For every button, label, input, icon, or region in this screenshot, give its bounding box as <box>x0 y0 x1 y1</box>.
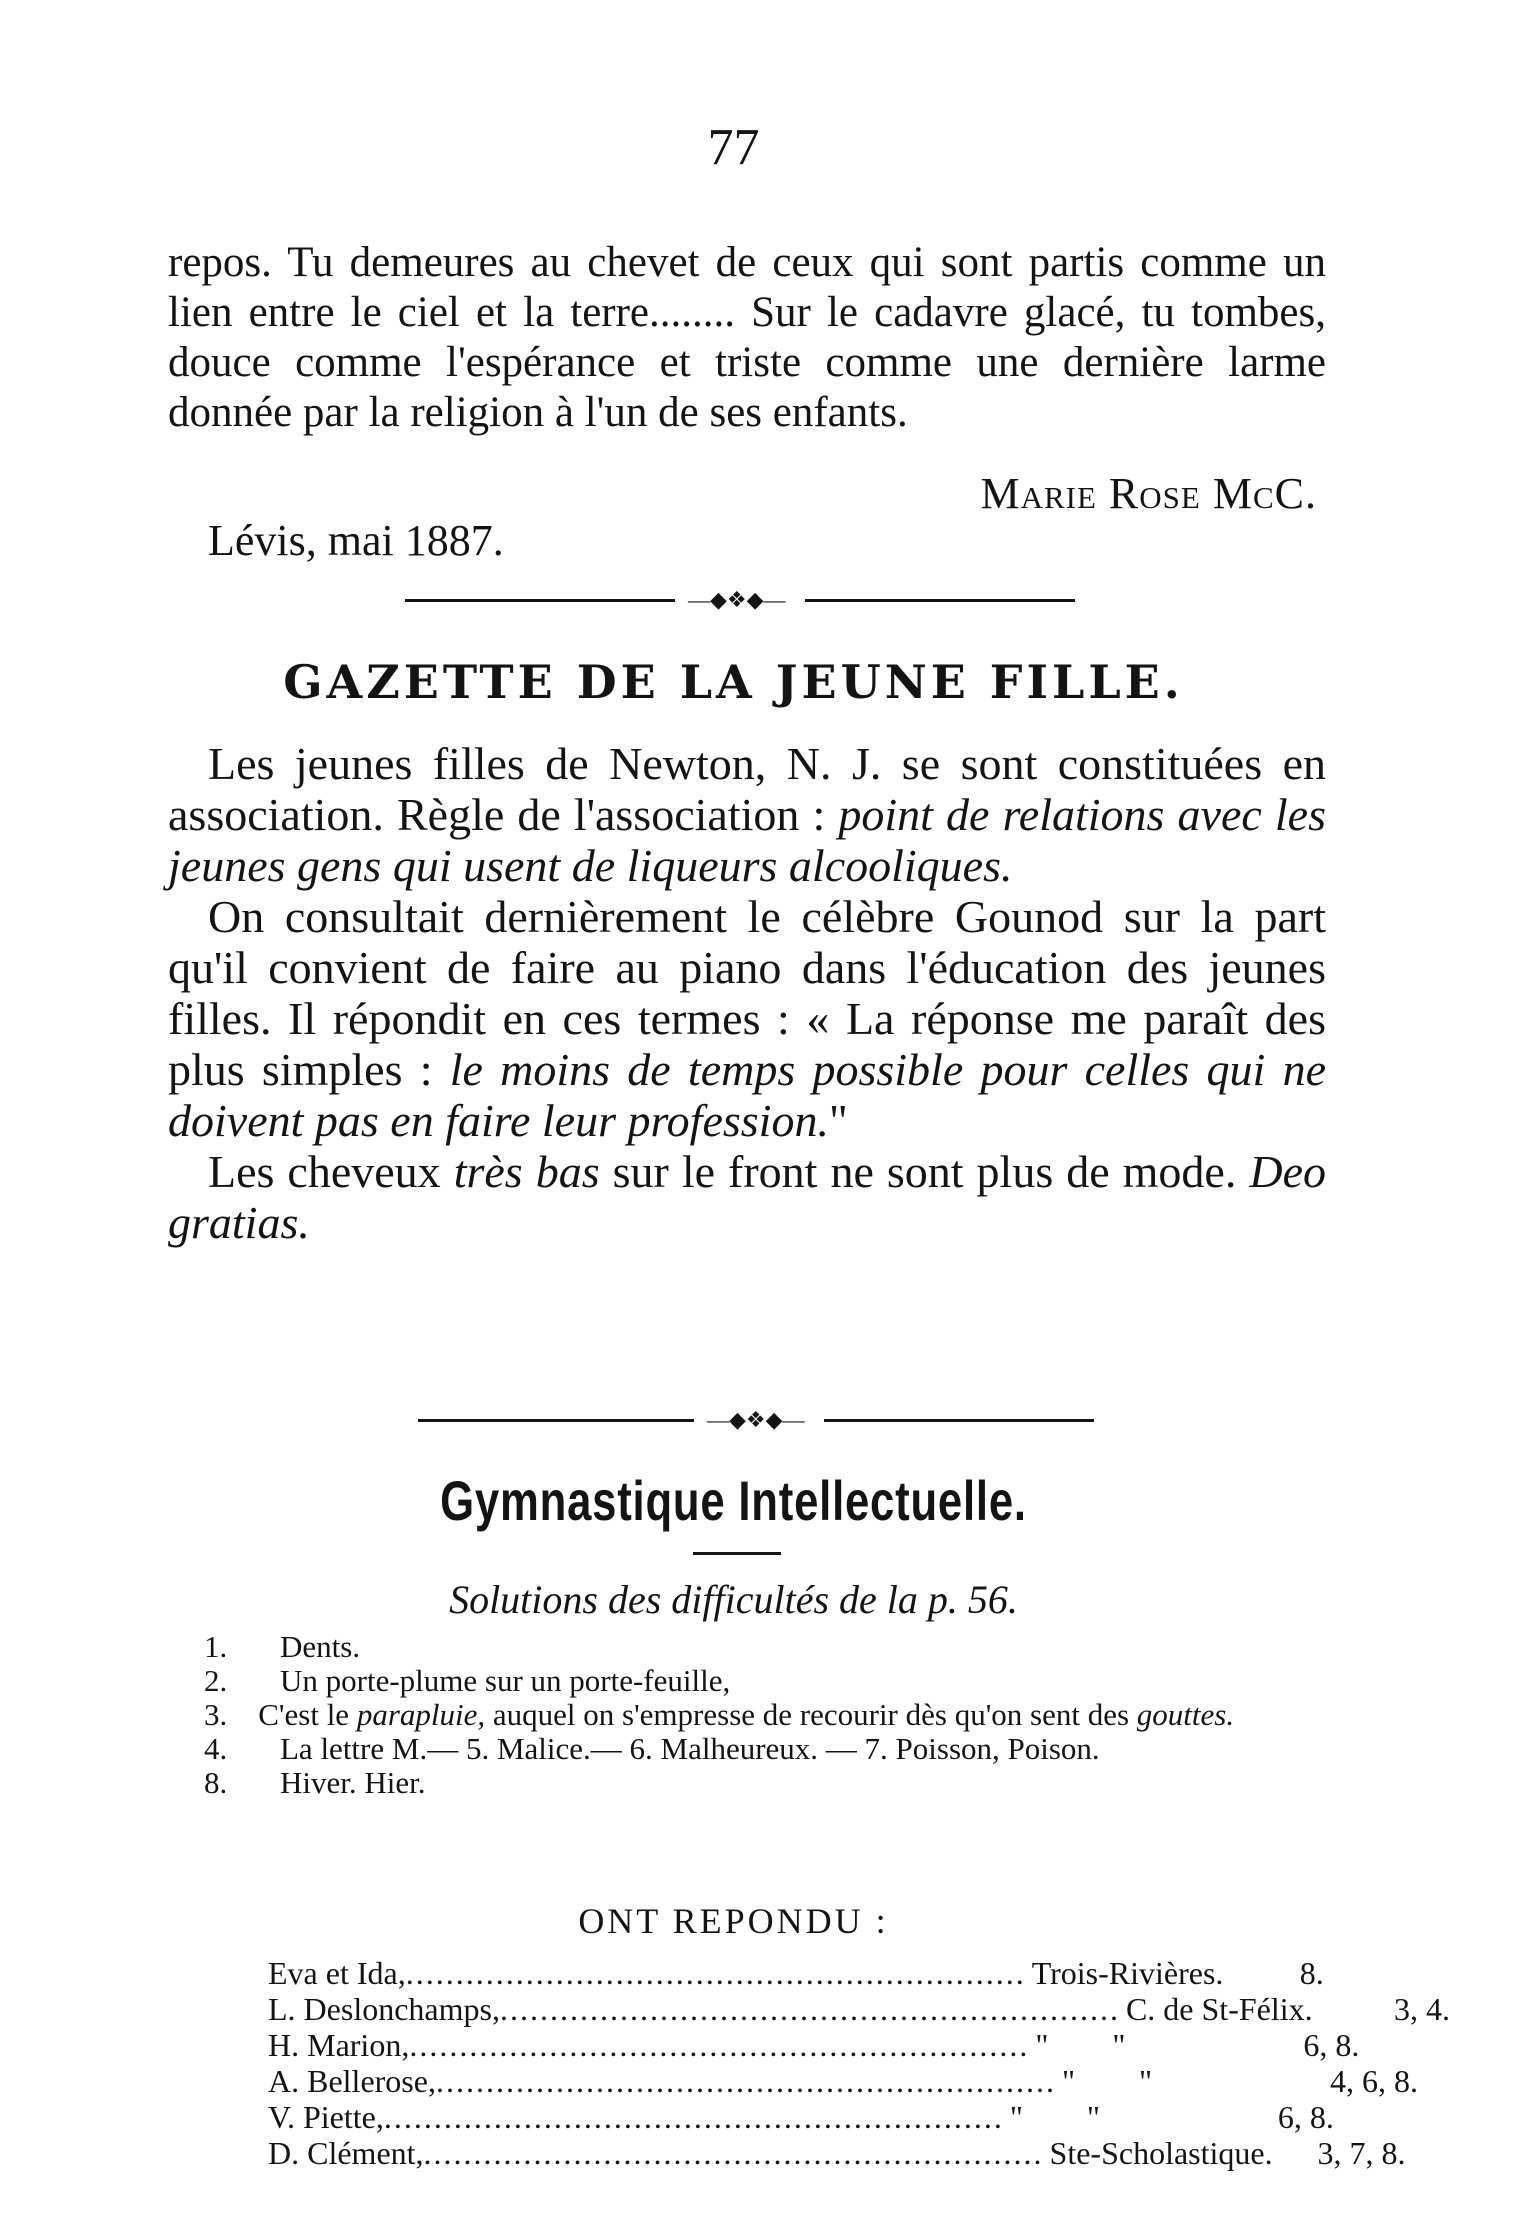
divider-ornament-2: —◆❖◆— <box>707 1407 805 1432</box>
leader-dots: .............................................................. <box>423 2135 1044 2171</box>
page-number: 77 <box>707 119 760 176</box>
opening-paragraph: repos. Tu demeures au chevet de ceux qui sont partis comme un lien entre le ciel et la terre........ Sur le cadavre glacé, tu tombes, douce comme l'espérance et triste comme une dernière larme donnée par la religion à l'un de ses enfants. <box>168 239 1326 436</box>
gazette-paragraph-2: On consultait dernièrement le célèbre Gounod sur la part qu'il convient de faire au piano dans l'éducation des jeunes filles. Il répondit en ces termes : « La réponse me paraît des plus simples : le moins de temps possible pour celles qui ne doivent pas en faire leur profession." <box>168 891 1326 1146</box>
gazette-title: GAZETTE DE LA JEUNE FILLE. <box>283 655 1184 709</box>
solutions-subtitle: Solutions des difficultés de la p. 56. <box>449 1577 1018 1622</box>
ont-repondu-heading: ONT REPONDU : <box>578 1901 889 1941</box>
solution-item: 2. Un porte-plume sur un porte-feuille, <box>204 1663 731 1698</box>
respondent-row: L. Deslonchamps, .............................................................. C. de St-Félix. 3, 4. <box>268 1991 1450 2027</box>
respondent-row: V. Piette, .............................................................. " " 6, 8. <box>268 2099 1334 2135</box>
ornamental-divider-1 <box>405 587 1075 612</box>
divider-ornament-1: —◆❖◆— <box>688 587 786 612</box>
leader-dots: .............................................................. <box>499 1991 1120 2027</box>
solution-item: 8. Hiver. Hier. <box>204 1765 426 1800</box>
leader-dots: .............................................................. <box>435 2063 1056 2099</box>
title-rule <box>693 1552 781 1555</box>
signature: Marie Rose McC. <box>980 469 1317 518</box>
solutions-list <box>168 1630 1328 1800</box>
leader-dots: .............................................................. <box>409 2027 1030 2063</box>
ornamental-divider-2 <box>418 1407 1094 1432</box>
respondent-row: A. Bellerose, .............................................................. " " 4, 6, 8. <box>268 2063 1418 2099</box>
respondents-list <box>268 1955 1450 2171</box>
leader-dots: .............................................................. <box>383 2099 1004 2135</box>
dateline: Lévis, mai 1887. <box>208 516 504 565</box>
respondent-row: Eva et Ida, .............................................................. Trois-Rivières. 8. <box>268 1955 1324 1991</box>
gazette-paragraph-3: Les cheveux très bas sur le front ne sont plus de mode. Deo gratias. <box>168 1146 1326 1248</box>
gymnastique-title: Gymnastique Intellectuelle. <box>440 1469 1027 1532</box>
respondent-row: D. Clément, .............................................................. Ste-Scholastique. 3, 7, 8. <box>268 2135 1406 2171</box>
solution-item: 4. La lettre M.— 5. Malice.— 6. Malheureux. — 7. Poisson, Poison. <box>204 1731 1100 1766</box>
solution-item: 1. Dents. <box>204 1629 361 1664</box>
gazette-body <box>168 738 1326 1248</box>
leader-dots: .............................................................. <box>405 1955 1026 1991</box>
gazette-paragraph-1: Les jeunes filles de Newton, N. J. se sont constituées en association. Règle de l'association : point de relations avec les jeunes gens qui usent de liqueurs alcooliques. <box>168 738 1326 891</box>
solution-item: 3. C'est le parapluie, auquel on s'empresse de recourir dès qu'on sent des gouttes. <box>204 1697 1235 1732</box>
respondent-row: H. Marion, .............................................................. " " 6, 8. <box>268 2027 1360 2063</box>
